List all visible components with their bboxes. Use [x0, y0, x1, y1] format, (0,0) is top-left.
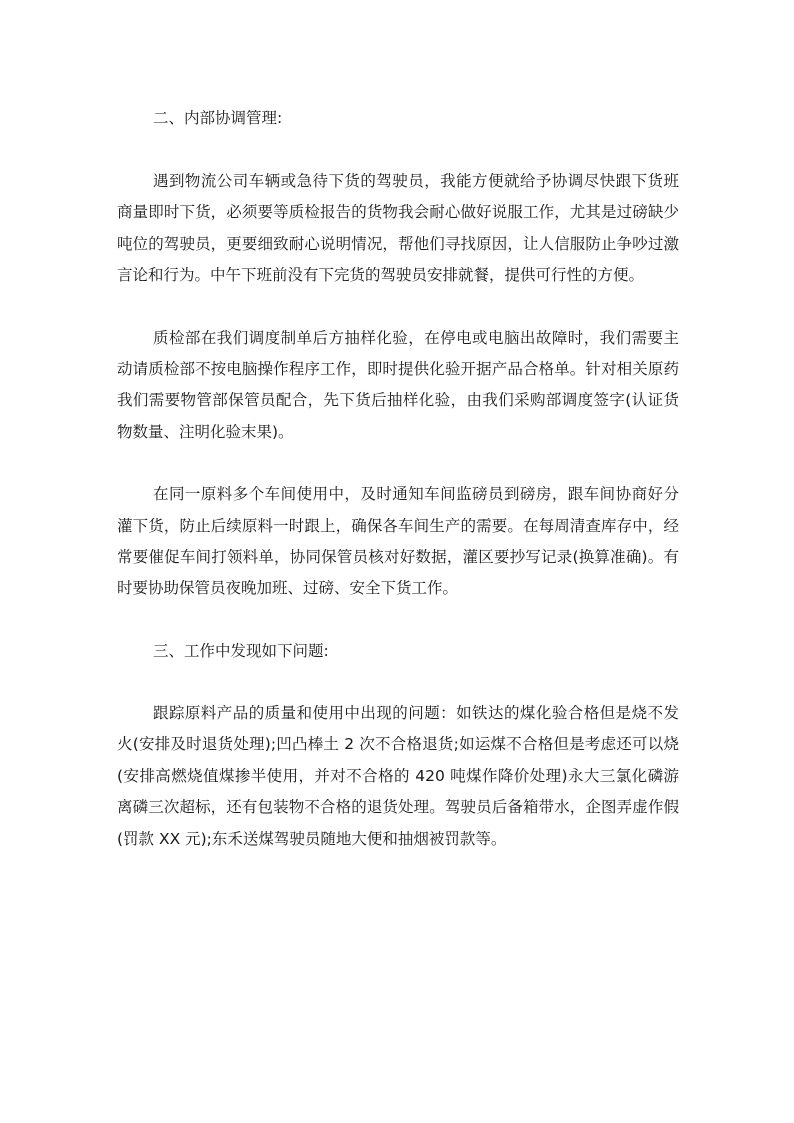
- paragraph-quality-problems: 跟踪原料产品的质量和使用中出现的问题：如铁达的煤化验合格但是烧不发火(安排及时退货处理);凹凸棒土 2 次不合格退货;如运煤不合格但是考虑还可以烧(安排高燃烧值煤掺半使用，并对不合格的 420 吨煤作降价处理)永大三氯化磷游离磷三次超标，还有包装物不合格的退货处理。驾驶员后备箱带水，企图弄虚作假(罚款 XX 元);东禾送煤驾驶员随地大便和抽烟被罚款等。: [117, 703, 679, 848]
- section-heading-problems-found: 三、工作中发现如下问题:: [153, 641, 329, 660]
- paragraph-workshop-coordination: 在同一原料多个车间使用中，及时通知车间监磅员到磅房，跟车间协商好分灌下货，防止后续原料一时跟上，确保各车间生产的需要。在每周清查库存中，经常要催促车间打领料单，协同保管员核对好数据，灌区要抄写记录(换算准确)。有时要协助保管员夜晚加班、过磅、安全下货工作。: [117, 485, 679, 598]
- paragraph-quality-inspection: 质检部在我们调度制单后方抽样化验，在停电或电脑出故障时，我们需要主动请质检部不按电脑操作程序工作，即时提供化验开据产品合格单。针对相关原药我们需要物管部保管员配合，先下货后抽样化验，由我们采购部调度签字(认证货物数量、注明化验末果)。: [117, 328, 679, 441]
- paragraph-logistics-drivers: 遇到物流公司车辆或急待下货的驾驶员，我能方便就给予协调尽快跟下货班商量即时下货，必须要等质检报告的货物我会耐心做好说服工作，尤其是过磅缺少吨位的驾驶员，更要细致耐心说明情况，帮他们寻找原因，让人信服防止争吵过激言论和行为。中午下班前没有下完货的驾驶员安排就餐，提供可行性的方便。: [117, 172, 679, 285]
- document-page: [117, 103, 679, 855]
- section-heading-internal-coordination: 二、内部协调管理:: [153, 109, 283, 127]
